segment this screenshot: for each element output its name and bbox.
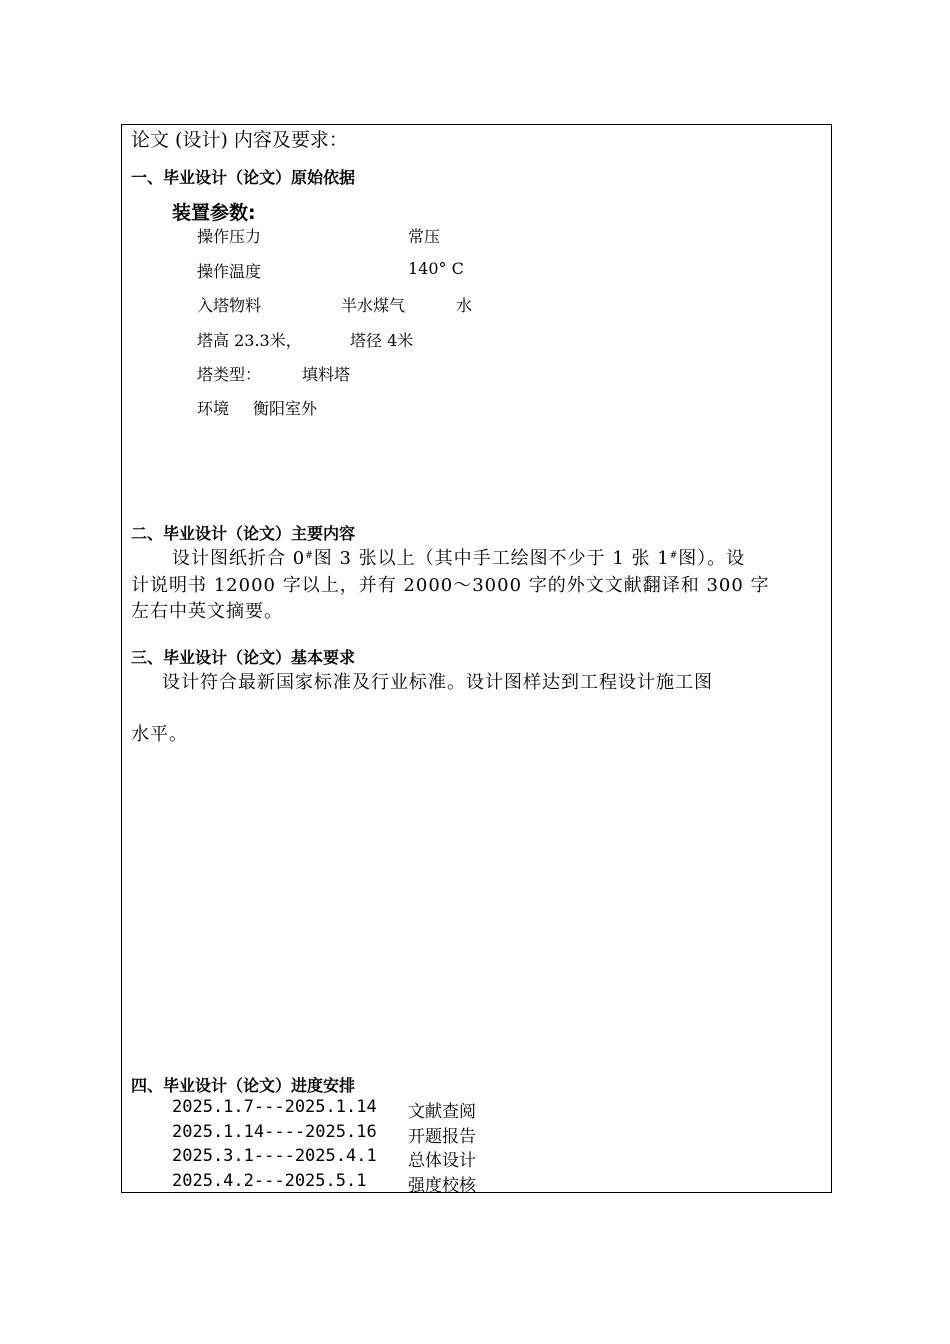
section3-line2: 水平。 xyxy=(131,724,188,745)
section3-line1: 设计符合最新国家标准及行业标准。设计图样达到工程设计施工图 xyxy=(162,672,713,693)
sheet-size-mark: # xyxy=(669,551,679,561)
param-label: 入塔物料 xyxy=(197,296,262,315)
param-value: 半水煤气 xyxy=(341,296,406,315)
schedule-task: 开题报告 xyxy=(408,1127,476,1147)
schedule-task: 强度校核 xyxy=(408,1176,476,1196)
section3-title: 三、毕业设计（论文）基本要求 xyxy=(131,648,356,667)
param-label: 塔高 23.3米， xyxy=(197,331,302,350)
schedule-date: 2025.1.7---2025.1.14 xyxy=(172,1097,377,1117)
section2-line1 xyxy=(172,544,745,570)
schedule-task: 文献查阅 xyxy=(408,1102,476,1122)
schedule-date: 2025.1.14----2025.16 xyxy=(172,1122,377,1142)
section2-line2: 计说明书 12000 字以上，并有 2000～3000 字的外文文献翻译和 300 字 xyxy=(131,575,770,596)
schedule-task: 总体设计 xyxy=(408,1151,476,1171)
device-params-subtitle: 装置参数: xyxy=(172,202,256,224)
param-value: 常压 xyxy=(408,227,441,246)
param-label: 环境 xyxy=(197,399,230,418)
schedule-date: 2025.3.1----2025.4.1 xyxy=(172,1146,377,1166)
param-value: 塔径 4米 xyxy=(350,331,414,350)
param-value: 140° C xyxy=(408,259,464,278)
section4-title: 四、毕业设计（论文）进度安排 xyxy=(131,1076,356,1095)
param-label: 塔类型： xyxy=(197,365,262,384)
section2-line3: 左右中英文摘要。 xyxy=(131,601,283,622)
param-extra: 水 xyxy=(456,296,473,315)
section2-line1-part-a: 设计图纸折合 0 xyxy=(172,548,306,569)
section2-line1-part-c: 图）。设 xyxy=(678,548,746,569)
param-label: 操作温度 xyxy=(197,262,262,281)
sheet-size-mark: # xyxy=(305,551,314,561)
intro-heading: 论文 (设计) 内容及要求： xyxy=(131,129,348,151)
param-label: 操作压力 xyxy=(197,227,262,246)
param-value: 衡阳室外 xyxy=(253,399,318,418)
section2-title: 二、毕业设计（论文）主要内容 xyxy=(131,524,356,543)
param-value: 填料塔 xyxy=(302,365,351,384)
schedule-date: 2025.4.2---2025.5.1 xyxy=(172,1171,367,1191)
section2-line1-part-b: 图 3 张以上（其中手工绘图不少于 1 张 1 xyxy=(313,548,670,569)
section1-title: 一、毕业设计（论文）原始依据 xyxy=(131,168,356,187)
